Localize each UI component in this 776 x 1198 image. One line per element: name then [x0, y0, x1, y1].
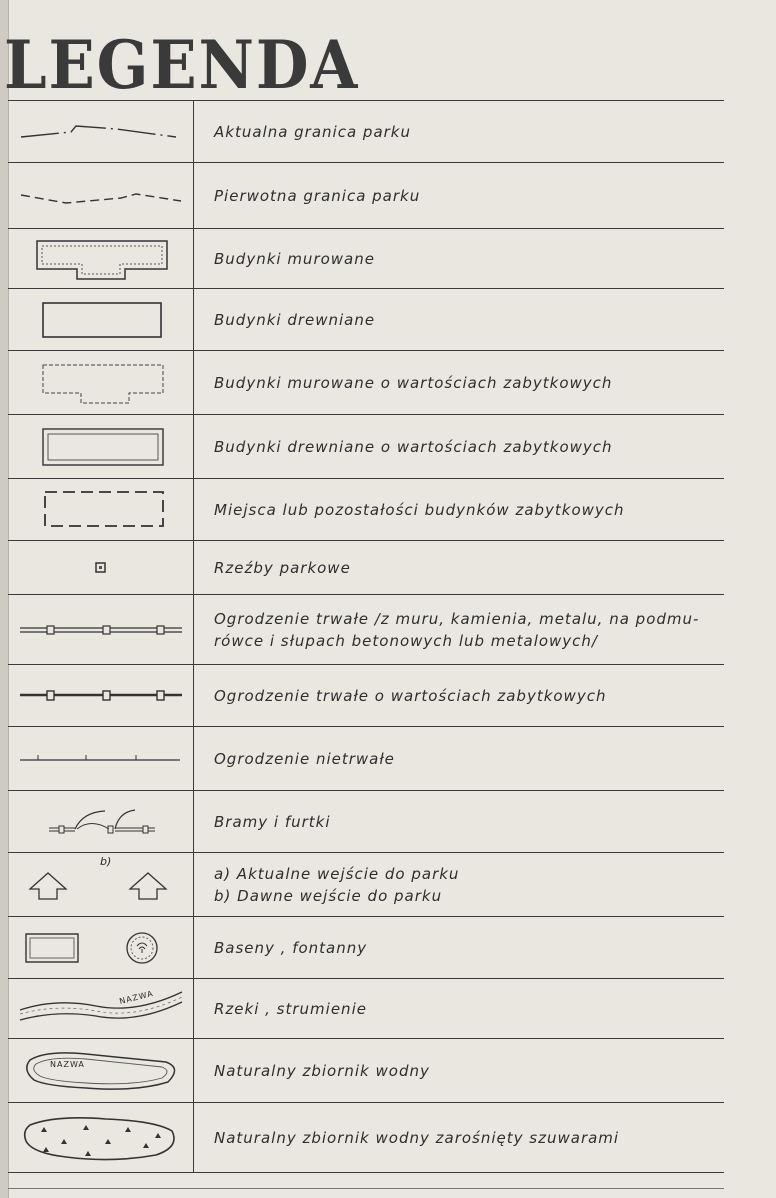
legend-row — [8, 791, 724, 853]
current-boundary-icon — [8, 101, 194, 162]
temporary-fence-icon — [8, 727, 194, 790]
legend-row — [8, 479, 724, 541]
legend-row — [8, 1039, 724, 1103]
legend-row — [8, 727, 724, 791]
legend-row — [8, 289, 724, 351]
legend-label: Budynki drewniane o wartościach zabytkowych — [214, 437, 613, 456]
pond-icon — [8, 1039, 194, 1102]
river-name-label: NAZWA — [118, 988, 155, 1007]
legend-row — [8, 229, 724, 289]
historic-masonry-building-icon — [8, 351, 194, 414]
wooden-building-icon — [8, 289, 194, 350]
legend-label — [194, 853, 724, 916]
legend-row — [8, 917, 724, 979]
legend-label-line: rówce i słupach betonowych lub metalowych/ — [214, 631, 598, 650]
legend-label-line: Ogrodzenie trwałe /z muru, kamienia, metalu, na podmu- — [214, 609, 700, 628]
pool-fountain-icon — [8, 917, 194, 978]
legend-label: Ogrodzenie nietrwałe — [214, 749, 395, 768]
original-boundary-icon — [8, 163, 194, 228]
legend-label: Baseny , fontanny — [214, 938, 368, 957]
legend-label: Naturalny zbiornik wodny zarośnięty szuwarami — [214, 1128, 620, 1147]
legend-table — [8, 100, 724, 1173]
legend-row — [8, 101, 724, 163]
reed-pond-icon — [8, 1103, 194, 1172]
legend-row — [8, 541, 724, 595]
legend-label: Ogrodzenie trwałe o wartościach zabytkowych — [214, 686, 607, 705]
sculpture-icon — [8, 541, 194, 594]
legend-label: Pierwotna granica parku — [214, 186, 421, 205]
historic-building-remains-icon — [8, 479, 194, 540]
legend-row — [8, 665, 724, 727]
legend-label: Budynki murowane — [214, 249, 375, 268]
legend-row — [8, 979, 724, 1039]
legend-label: Budynki murowane o wartościach zabytkowych — [214, 373, 613, 392]
legend-label: Bramy i furtki — [214, 812, 331, 831]
page-title: LEGENDA — [4, 26, 360, 104]
gate-icon — [8, 791, 194, 852]
entrance-arrows-icon — [8, 853, 194, 916]
legend-label: Budynki drewniane — [214, 310, 376, 329]
legend-label: Rzeki , strumienie — [214, 999, 367, 1018]
legend-row — [8, 163, 724, 229]
masonry-building-icon — [8, 229, 194, 288]
legend-row — [8, 853, 724, 917]
permanent-fence-icon — [8, 595, 194, 664]
legend-label-line: b) Dawne wejście do parku — [214, 886, 443, 905]
legend-row — [8, 1103, 724, 1173]
river-icon — [8, 979, 194, 1038]
legend-row — [8, 595, 724, 665]
historic-fence-icon — [8, 665, 194, 726]
page-bottom-rule — [8, 1188, 724, 1189]
legend-label: Rzeźby parkowe — [214, 558, 351, 577]
legend-label: Miejsca lub pozostałości budynków zabytkowych — [214, 500, 625, 519]
legend-label: Aktualna granica parku — [214, 122, 411, 141]
legend-label — [194, 595, 724, 664]
legend-row — [8, 415, 724, 479]
pond-name-label: NAZWA — [50, 1060, 85, 1069]
historic-wooden-building-icon — [8, 415, 194, 478]
legend-row — [8, 351, 724, 415]
entrance-marker: b) — [100, 855, 112, 868]
legend-label-line: a) Aktualne wejście do parku — [214, 864, 460, 883]
legend-label: Naturalny zbiornik wodny — [214, 1061, 430, 1080]
